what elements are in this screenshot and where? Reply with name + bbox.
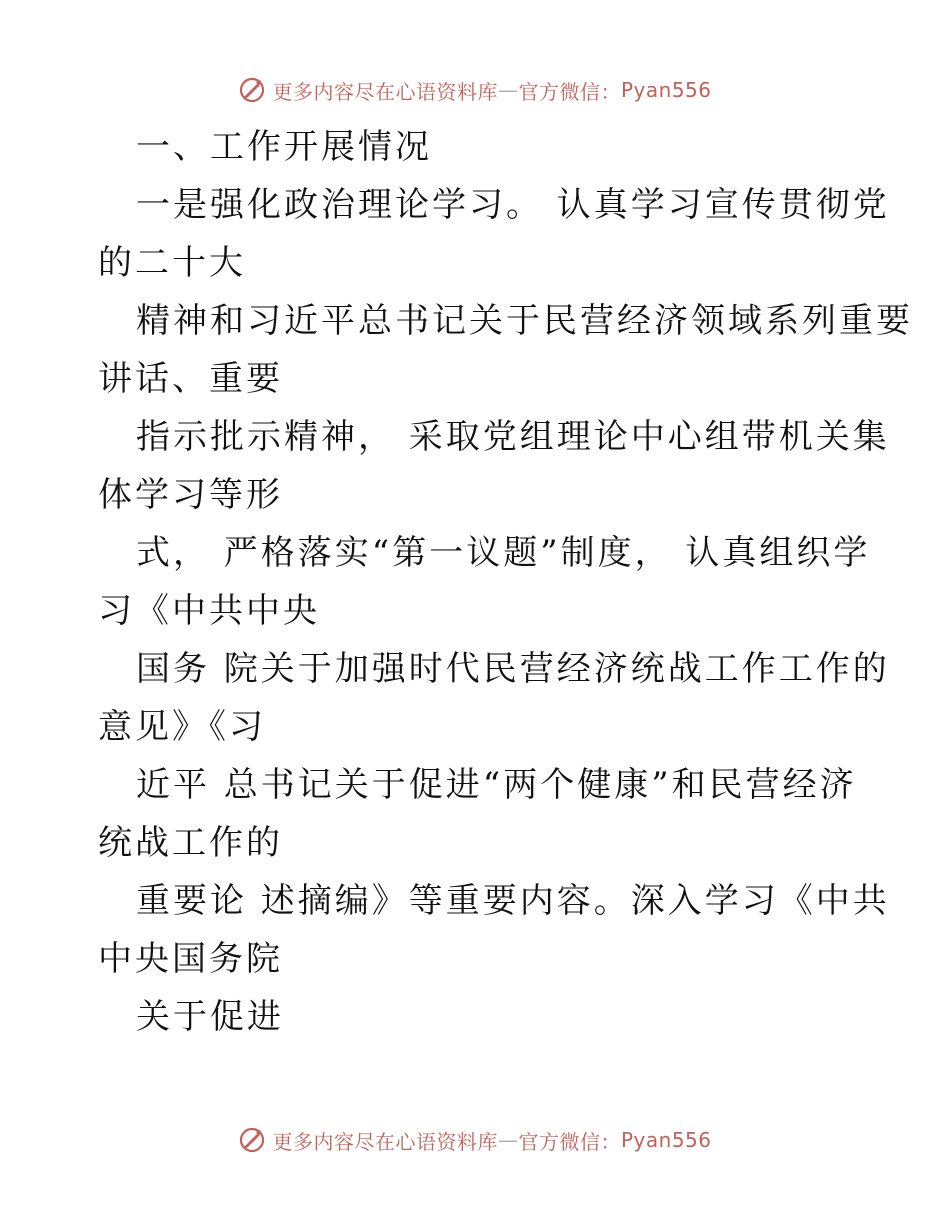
paragraph-line: 意见》《习 xyxy=(98,707,266,747)
watermark-main-text: 更多内容尽在心语资料库 xyxy=(272,79,498,104)
paragraph-line: 关于促进 xyxy=(136,997,284,1037)
paragraph-line: 的二十大 xyxy=(98,243,246,283)
watermark-separator: — xyxy=(497,78,519,102)
paragraph-line: 重要论 述摘编》等重要内容。深入学习《中共 xyxy=(136,881,890,921)
paragraph-line: 中央国务院 xyxy=(98,939,283,979)
paragraph-line: 统战工作的 xyxy=(98,823,283,863)
paragraph-line: 体学习等形 xyxy=(98,475,283,515)
watermark-contact-label: 官方微信： xyxy=(518,79,621,104)
document-body xyxy=(98,118,913,1046)
watermark-contact-label: 官方微信： xyxy=(518,1129,621,1154)
quill-logo-icon xyxy=(238,1126,266,1154)
footer-watermark xyxy=(0,1120,950,1160)
paragraph-line: 习《中共中央 xyxy=(98,591,320,631)
paragraph-line: 式， 严格落实“第一议题”制度， 认真组织学 xyxy=(136,533,871,573)
paragraph-line: 一是强化政治理论学习。 认真学习宣传贯彻党 xyxy=(136,185,890,225)
paragraph-line: 国务 院关于加强时代民营经济统战工作工作的 xyxy=(136,649,890,689)
watermark-wechat-id: Pyan556 xyxy=(620,1128,712,1152)
watermark-main-text: 更多内容尽在心语资料库 xyxy=(272,1129,498,1154)
header-watermark xyxy=(0,70,950,110)
paragraph-line: 指示批示精神， 采取党组理论中心组带机关集 xyxy=(136,417,890,457)
paragraph-line: 讲话、重要 xyxy=(98,359,283,399)
paragraph-line: 精神和习近平总书记关于民营经济领域系列重要 xyxy=(136,301,913,341)
quill-logo-icon xyxy=(238,76,266,104)
section-heading: 一、工作开展情况 xyxy=(136,127,432,167)
paragraph-line: 近平 总书记关于促进“两个健康”和民营经济 xyxy=(136,765,857,805)
watermark-wechat-id: Pyan556 xyxy=(620,78,712,102)
watermark-separator: — xyxy=(497,1128,519,1152)
